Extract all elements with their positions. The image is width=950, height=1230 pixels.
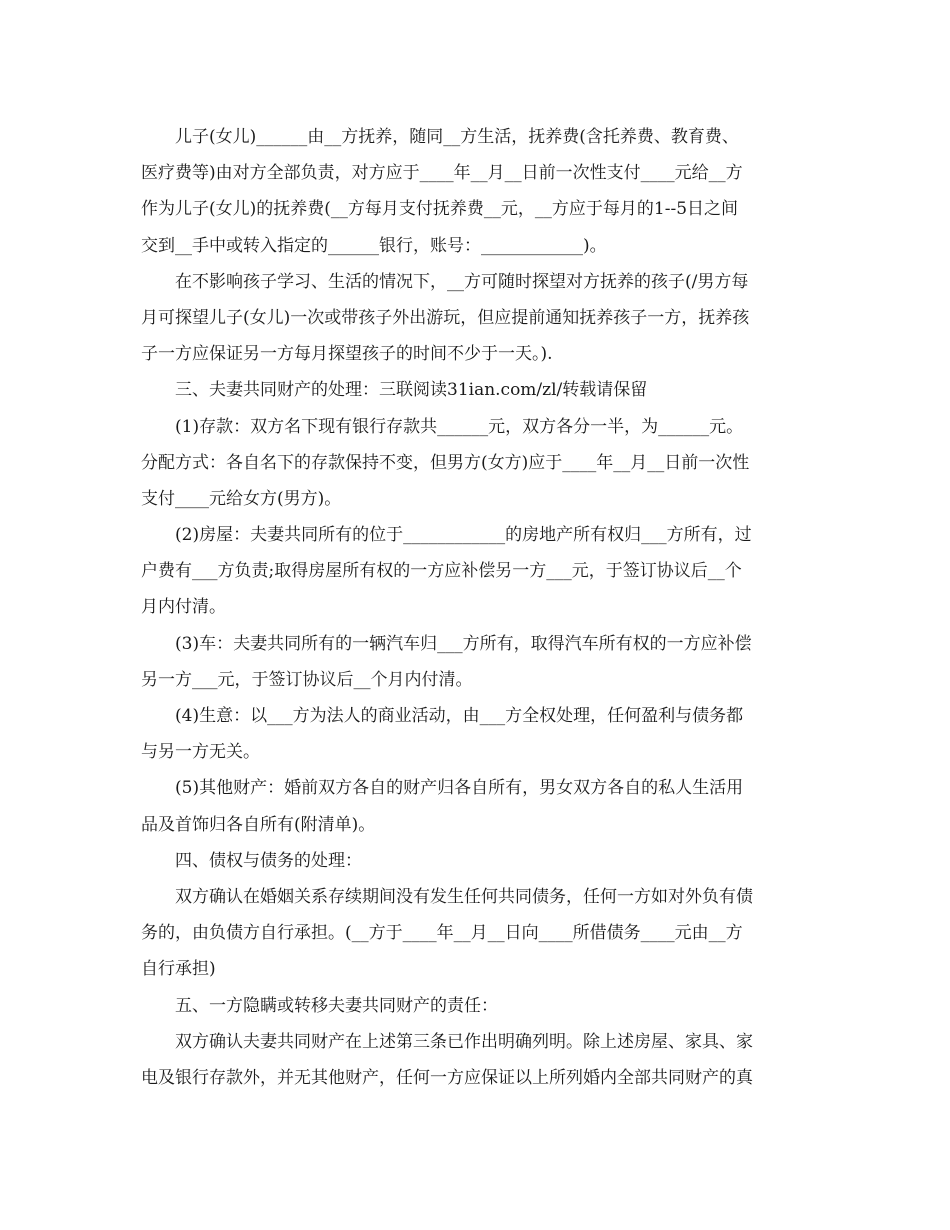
text-line: 双方确认在婚姻关系存续期间没有发生任何共同债务，任何一方如对外负有债 xyxy=(175,886,753,907)
text-line: 作为儿子(女儿)的抚养费(__方每月支付抚养费__元，__方应于每月的1--5日之间 xyxy=(141,199,739,220)
text-line: 子一方应保证另一方每月探望孩子的时间不少于一天。). xyxy=(141,344,553,365)
section-heading: 三、夫妻共同财产的处理：三联阅读31ian.com/zl/转载请保留 xyxy=(175,380,648,401)
text-line: 另一方___元，于签订协议后__个月内付清。 xyxy=(141,669,473,690)
text-line: 交到__手中或转入指定的______银行，账号：____________)。 xyxy=(141,235,607,256)
text-line: 支付____元给女方(男方)。 xyxy=(141,488,342,509)
text-line: 月可探望儿子(女儿)一次或带孩子外出游玩，但应提前通知抚养孩子一方，抚养孩 xyxy=(141,307,750,328)
text-line: (3)车：夫妻共同所有的一辆汽车归___方所有，取得汽车所有权的一方应补偿 xyxy=(175,633,752,654)
text-line: 务的，由负债方自行承担。(__方于____年__月__日向____所借债务____元由__方 xyxy=(141,923,743,944)
text-line: 电及银行存款外，并无其他财产，任何一方应保证以上所列婚内全部共同财产的真 xyxy=(141,1067,753,1088)
text-line: 分配方式：各自名下的存款保持不变，但男方(女方)应于____年__月__日前一次性 xyxy=(141,452,750,473)
text-line: 双方确认夫妻共同财产在上述第三条已作出明确列明。除上述房屋、家具、家 xyxy=(175,1031,753,1052)
text-line: 在不影响孩子学习、生活的情况下，__方可随时探望对方抚养的孩子(/男方每 xyxy=(175,271,749,292)
text-line: (4)生意：以___方为法人的商业活动，由___方全权处理，任何盈利与债务都 xyxy=(175,706,744,726)
document-body xyxy=(141,119,811,1096)
text-line: (5)其他财产：婚前双方各自的财产归各自所有，男女双方各自的私人生活用 xyxy=(175,778,744,799)
text-line: 品及首饰归各自所有(附清单)。 xyxy=(141,814,376,835)
text-line: 医疗费等)由对方全部负责，对方应于____年__月__日前一次性支付____元给__方 xyxy=(141,163,743,184)
text-line: 户费有___方负责;取得房屋所有权的一方应补偿另一方___元，于签订协议后__个 xyxy=(141,561,742,582)
text-line: 与另一方无关。 xyxy=(141,742,260,763)
section-heading: 五、一方隐瞒或转移夫妻共同财产的责任： xyxy=(175,995,498,1016)
text-line: 月内付清。 xyxy=(141,597,226,618)
text-line: (2)房屋：夫妻共同所有的位于____________的房地产所有权归___方所有，过 xyxy=(175,525,752,546)
text-line: 自行承担) xyxy=(141,959,216,980)
text-line: (1)存款：双方名下现有银行存款共______元，双方各分一半，为______元。 xyxy=(175,416,744,437)
section-heading: 四、债权与债务的处理： xyxy=(175,850,362,871)
text-line: 儿子(女儿)______由__方抚养，随同__方生活，抚养费(含托养费、教育费、 xyxy=(175,127,739,147)
